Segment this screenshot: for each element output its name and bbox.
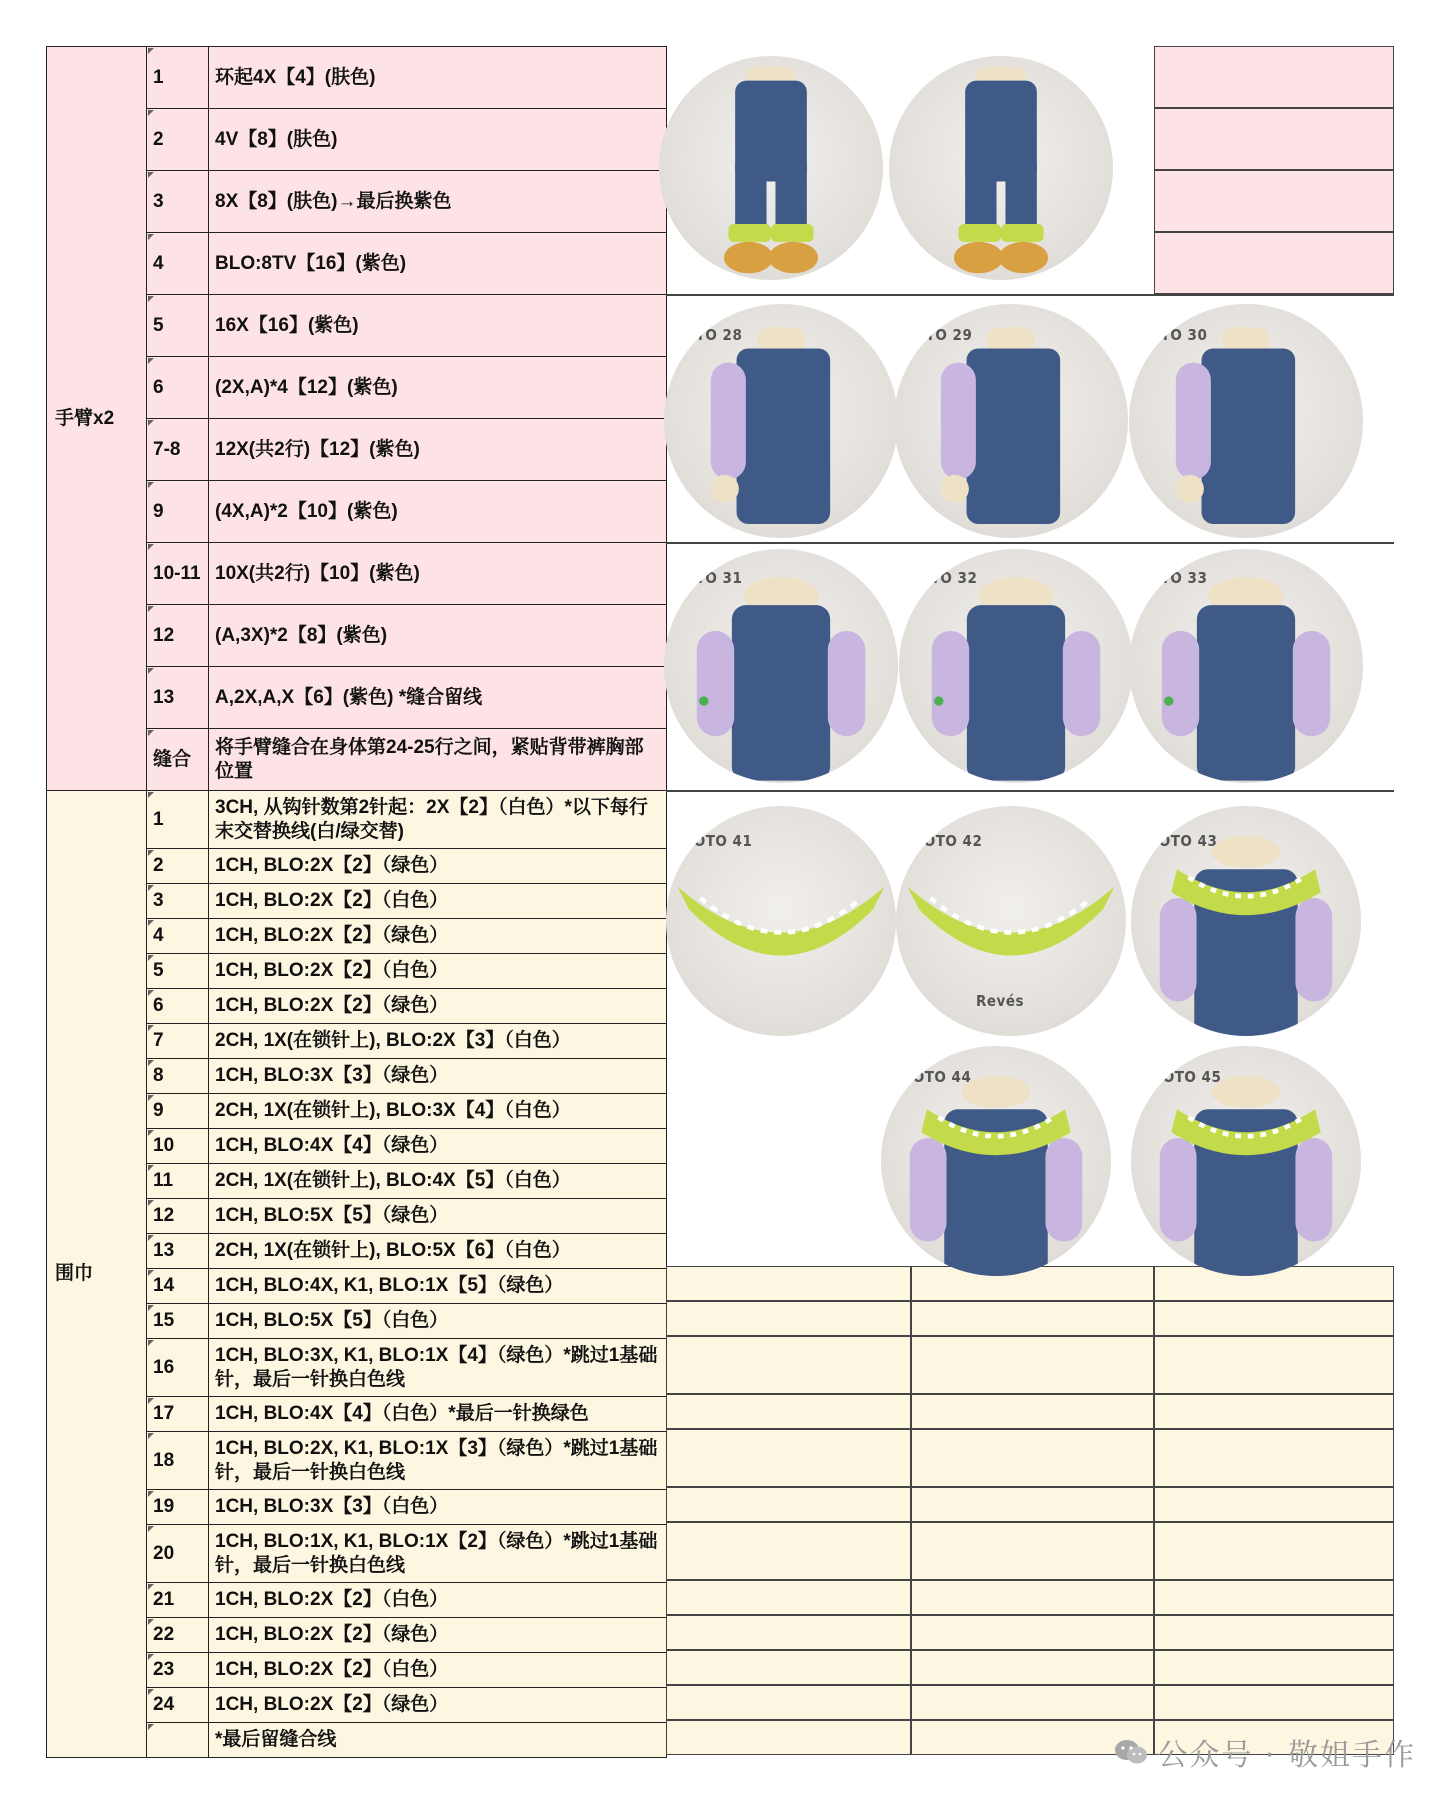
row-instruction: 16X【16】(紫色) <box>209 295 667 357</box>
row-number: 8 <box>147 1059 209 1094</box>
section-title: 围巾 <box>47 791 147 1758</box>
crochet-photo <box>896 806 1126 1036</box>
photo-label: FOTO 41 <box>684 832 753 850</box>
crochet-photo <box>889 56 1113 280</box>
grid-cell <box>1154 1394 1394 1429</box>
row-instruction: 12X(共2行)【12】(紫色) <box>209 419 667 481</box>
row-number: 5 <box>147 295 209 357</box>
pattern-table <box>46 46 667 1758</box>
row-instruction: 2CH, 1X(在锁针上), BLO:4X【5】（白色） <box>209 1164 667 1199</box>
grid-cell <box>1154 46 1394 108</box>
row-instruction: (A,3X)*2【8】(紫色) <box>209 605 667 667</box>
row-instruction: 4V【8】(肤色) <box>209 109 667 171</box>
row-number <box>147 1723 209 1758</box>
row-instruction: 1CH, BLO:2X【2】（白色） <box>209 1653 667 1688</box>
crochet-photo <box>1129 304 1363 538</box>
row-number: 18 <box>147 1432 209 1490</box>
row-instruction: 10X(共2行)【10】(紫色) <box>209 543 667 605</box>
row-number: 10 <box>147 1129 209 1164</box>
row-number: 16 <box>147 1339 209 1397</box>
row-instruction: 环起4X【4】(肤色) <box>209 47 667 109</box>
row-number: 6 <box>147 357 209 419</box>
grid-cell <box>666 790 1394 792</box>
grid-cell <box>666 1266 911 1301</box>
row-number: 12 <box>147 605 209 667</box>
photo-label: FOTO 31 <box>674 569 743 587</box>
row-number: 6 <box>147 989 209 1024</box>
row-number: 20 <box>147 1525 209 1583</box>
crochet-photo <box>659 56 883 280</box>
row-number: 10-11 <box>147 543 209 605</box>
photo-label: FOTO 45 <box>1153 1068 1222 1086</box>
row-instruction: 1CH, BLO:2X【2】（绿色） <box>209 919 667 954</box>
photo-label: FOTO 44 <box>903 1068 972 1086</box>
grid-cell <box>666 1720 911 1755</box>
grid-cell <box>1154 1336 1394 1394</box>
photo-label: FOTO 42 <box>914 832 983 850</box>
row-number: 1 <box>147 47 209 109</box>
row-instruction: 2CH, 1X(在锁针上), BLO:5X【6】（白色） <box>209 1234 667 1269</box>
row-instruction: 1CH, BLO:4X, K1, BLO:1X【5】（绿色） <box>209 1269 667 1304</box>
row-instruction: 8X【8】(肤色)→最后换紫色 <box>209 171 667 233</box>
row-instruction: 将手臂缝合在身体第24-25行之间，紧贴背带裤胸部位置 <box>209 729 667 791</box>
grid-cell <box>666 294 1394 296</box>
row-number: 19 <box>147 1490 209 1525</box>
photo-label: FOTO 43 <box>1149 832 1218 850</box>
row-instruction: 1CH, BLO:2X【2】（绿色） <box>209 1618 667 1653</box>
row-instruction: 1CH, BLO:1X, K1, BLO:1X【2】（绿色）*跳过1基础针，最后一针换白色线 <box>209 1525 667 1583</box>
crochet-photo <box>881 1046 1111 1276</box>
row-number: 21 <box>147 1583 209 1618</box>
section-title: 手臂x2 <box>47 47 147 791</box>
row-number: 11 <box>147 1164 209 1199</box>
row-instruction: 1CH, BLO:4X【4】（白色）*最后一针换绿色 <box>209 1397 667 1432</box>
row-instruction: 2CH, 1X(在锁针上), BLO:2X【3】（白色） <box>209 1024 667 1059</box>
crochet-photo <box>666 806 896 1036</box>
photo-label: FOTO 29 <box>904 326 973 344</box>
grid-cell <box>1154 1487 1394 1522</box>
crochet-photo <box>1131 1046 1361 1276</box>
row-instruction: 1CH, BLO:3X【3】（绿色） <box>209 1059 667 1094</box>
row-number: 2 <box>147 109 209 171</box>
crochet-photo <box>664 304 898 538</box>
grid-cell <box>911 1522 1154 1580</box>
row-instruction: 1CH, BLO:2X【2】（白色） <box>209 884 667 919</box>
photo-label: FOTO 28 <box>674 326 743 344</box>
row-number: 5 <box>147 954 209 989</box>
watermark <box>1113 1730 1416 1774</box>
grid-cell <box>1154 1301 1394 1336</box>
grid-cell <box>911 1301 1154 1336</box>
crochet-photo <box>664 549 898 783</box>
grid-cell <box>1154 1580 1394 1615</box>
grid-cell <box>1154 1522 1394 1580</box>
grid-cell <box>666 1615 911 1650</box>
row-number: 9 <box>147 481 209 543</box>
watermark-text: 公众号 · 敬姐手作 <box>1157 1738 1416 1773</box>
grid-cell <box>911 1615 1154 1650</box>
grid-cell <box>911 1487 1154 1522</box>
crochet-photo <box>1129 549 1363 783</box>
row-number: 15 <box>147 1304 209 1339</box>
grid-cell <box>666 1429 911 1487</box>
row-instruction: 1CH, BLO:2X【2】（绿色） <box>209 989 667 1024</box>
row-instruction: 1CH, BLO:2X【2】（绿色） <box>209 1688 667 1723</box>
row-number: 3 <box>147 884 209 919</box>
row-instruction: 1CH, BLO:2X【2】（白色） <box>209 954 667 989</box>
reves-label: Revés <box>976 992 1025 1010</box>
grid-cell <box>911 1336 1154 1394</box>
row-instruction: 1CH, BLO:3X, K1, BLO:1X【4】（绿色）*跳过1基础针，最后一针换白色线 <box>209 1339 667 1397</box>
grid-cell <box>1154 1429 1394 1487</box>
row-number: 24 <box>147 1688 209 1723</box>
grid-cell <box>666 1394 911 1429</box>
pattern-sheet <box>46 46 1394 1750</box>
row-number: 1 <box>147 791 209 849</box>
grid-cell <box>911 1650 1154 1685</box>
grid-cell <box>911 1429 1154 1487</box>
photo-label: FOTO 33 <box>1139 569 1208 587</box>
row-instruction: 1CH, BLO:2X, K1, BLO:1X【3】（绿色）*跳过1基础针，最后一针换白色线 <box>209 1432 667 1490</box>
crochet-photo <box>894 304 1128 538</box>
pattern-row <box>47 791 667 849</box>
row-number: 13 <box>147 1234 209 1269</box>
grid-cell <box>1154 170 1394 232</box>
photo-grid <box>666 46 1394 1750</box>
row-instruction: 1CH, BLO:2X【2】（绿色） <box>209 849 667 884</box>
grid-cell <box>911 1685 1154 1720</box>
crochet-photo <box>899 549 1133 783</box>
grid-cell <box>1154 232 1394 294</box>
row-instruction: (4X,A)*2【10】(紫色) <box>209 481 667 543</box>
grid-cell <box>1154 1685 1394 1720</box>
row-number: 2 <box>147 849 209 884</box>
row-instruction: 1CH, BLO:5X【5】（绿色） <box>209 1199 667 1234</box>
grid-cell <box>1154 1615 1394 1650</box>
row-instruction: (2X,A)*4【12】(紫色) <box>209 357 667 419</box>
wechat-icon <box>1113 1738 1149 1766</box>
grid-cell <box>666 1522 911 1580</box>
pattern-row <box>47 47 667 109</box>
grid-cell <box>666 1336 911 1394</box>
row-number: 14 <box>147 1269 209 1304</box>
grid-cell <box>666 1301 911 1336</box>
row-number: 4 <box>147 919 209 954</box>
row-number: 7-8 <box>147 419 209 481</box>
row-number: 缝合 <box>147 729 209 791</box>
row-number: 3 <box>147 171 209 233</box>
crochet-photo <box>1131 806 1361 1036</box>
row-number: 4 <box>147 233 209 295</box>
row-instruction: 1CH, BLO:2X【2】（白色） <box>209 1583 667 1618</box>
grid-cell <box>666 1580 911 1615</box>
grid-cell <box>666 1650 911 1685</box>
grid-cell <box>666 1685 911 1720</box>
photo-label: FOTO 32 <box>909 569 978 587</box>
row-instruction: A,2X,A,X【6】(紫色) *缝合留线 <box>209 667 667 729</box>
row-number: 13 <box>147 667 209 729</box>
row-instruction: 3CH, 从钩针数第2针起：2X【2】（白色）*以下每行末交替换线(白/绿交替) <box>209 791 667 849</box>
grid-cell <box>1154 1650 1394 1685</box>
grid-cell <box>1154 108 1394 170</box>
grid-cell <box>911 1394 1154 1429</box>
row-instruction: *最后留缝合线 <box>209 1723 667 1758</box>
row-number: 17 <box>147 1397 209 1432</box>
row-number: 12 <box>147 1199 209 1234</box>
row-instruction: 1CH, BLO:3X【3】（白色） <box>209 1490 667 1525</box>
photo-label: FOTO 30 <box>1139 326 1208 344</box>
row-number: 22 <box>147 1618 209 1653</box>
grid-cell <box>666 1487 911 1522</box>
row-instruction: 1CH, BLO:5X【5】（白色） <box>209 1304 667 1339</box>
row-number: 7 <box>147 1024 209 1059</box>
row-instruction: 2CH, 1X(在锁针上), BLO:3X【4】（白色） <box>209 1094 667 1129</box>
row-instruction: BLO:8TV【16】(紫色) <box>209 233 667 295</box>
grid-cell <box>666 542 1394 544</box>
row-instruction: 1CH, BLO:4X【4】（绿色） <box>209 1129 667 1164</box>
grid-cell <box>911 1580 1154 1615</box>
row-number: 23 <box>147 1653 209 1688</box>
row-number: 9 <box>147 1094 209 1129</box>
